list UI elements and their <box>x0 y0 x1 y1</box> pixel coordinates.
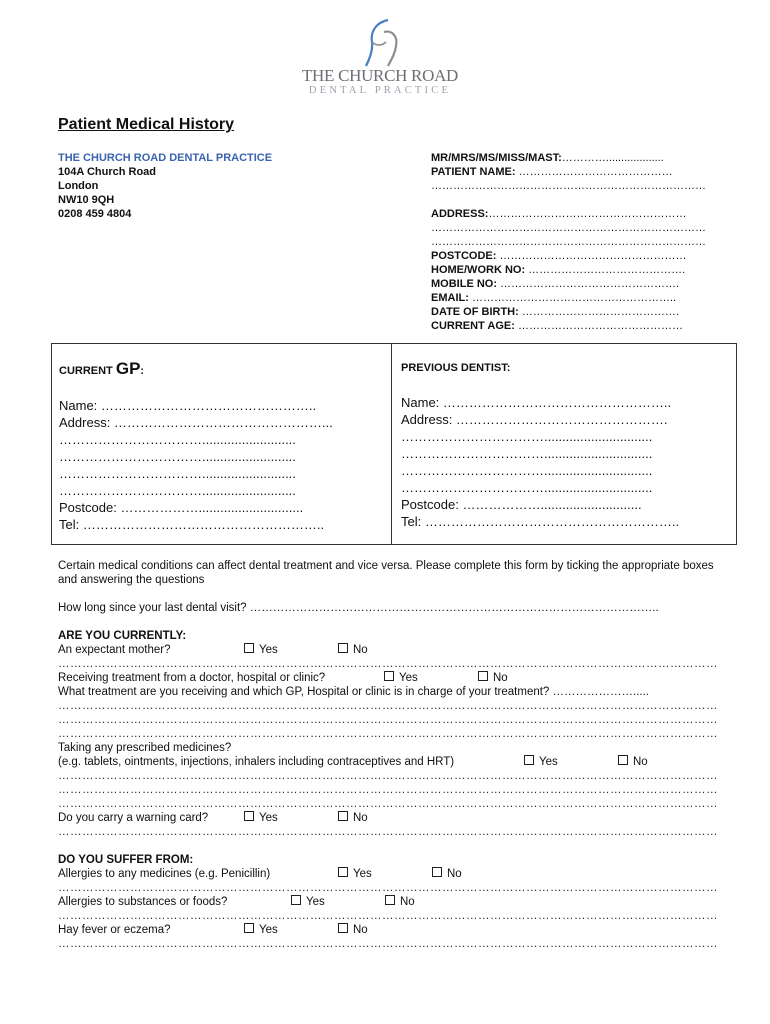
gp-dentist-box <box>51 343 737 545</box>
treatment-yes-checkbox[interactable]: Yes <box>384 671 418 685</box>
allergy-medicine-question: Allergies to any medicines (e.g. Penicillin) Yes No <box>58 868 462 880</box>
patient-address-field[interactable]: ADDRESS:……………………………………………… <box>431 208 687 220</box>
allergy-food-no-checkbox[interactable]: No <box>385 895 415 909</box>
gp-address-field[interactable]: Address: …………………………………………... <box>59 415 333 430</box>
gp-tel-field[interactable]: Tel: ……………………………………………….. <box>59 517 325 532</box>
patient-homework-field[interactable]: HOME/WORK NO: ……………………………………. <box>431 264 686 276</box>
checkbox-icon <box>385 895 395 905</box>
checkbox-icon <box>244 923 254 933</box>
checkbox-icon <box>291 895 301 905</box>
checkbox-icon <box>338 867 348 877</box>
patient-age-field[interactable]: CURRENT AGE: ……………………………………… <box>431 320 683 332</box>
checkbox-icon <box>244 643 254 653</box>
checkbox-icon <box>432 867 442 877</box>
allergy-food-question: Allergies to substances or foods? Yes No <box>58 896 415 908</box>
medicines-example: (e.g. tablets, ointments, injections, inhalers including contraceptives and HRT) Yes No <box>58 756 648 768</box>
treatment-no-checkbox[interactable]: No <box>478 671 508 685</box>
dentist-name-field[interactable]: Name: …………………………………………….. <box>401 395 672 410</box>
dentist-tel-field[interactable]: Tel: ………………………………………………….. <box>401 514 680 529</box>
patient-title-field[interactable]: MR/MRS/MS/MISS/MAST:…………................... <box>431 152 664 164</box>
answer-line[interactable]: ………………………………………………………………………………………………………………………………………………… <box>58 882 718 894</box>
checkbox-icon <box>524 755 534 765</box>
medicines-question: Taking any prescribed medicines? <box>58 742 232 754</box>
patient-email-field[interactable]: EMAIL: ……………………………………………….. <box>431 292 677 304</box>
answer-line[interactable]: ………………………………………………………………………………………………………………………………………………… <box>58 784 718 796</box>
expectant-question: An expectant mother? Yes No <box>58 644 368 656</box>
dentist-address-line4[interactable]: …………………………….............................. <box>401 463 653 478</box>
practice-address <box>58 151 272 221</box>
answer-line[interactable]: ………………………………………………………………………………………………………………………………………………… <box>58 728 718 740</box>
medical-questionnaire <box>58 559 724 951</box>
which-treatment-question[interactable]: What treatment are you receiving and which GP, Hospital or clinic is in charge of your treatment? …………………..... <box>58 686 649 698</box>
gp-address-line5[interactable]: …………………………….......................... <box>59 483 296 498</box>
previous-dentist-section <box>401 360 731 530</box>
checkbox-icon <box>478 671 488 681</box>
medicines-no-checkbox[interactable]: No <box>618 755 648 769</box>
gp-name-field[interactable]: Name: ………………………………………….. <box>59 398 317 413</box>
page-title: Patient Medical History <box>58 116 235 133</box>
tooth-logo-icon <box>358 18 402 68</box>
patient-details <box>431 151 731 333</box>
expectant-no-checkbox[interactable]: No <box>338 643 368 657</box>
patient-dob-field[interactable]: DATE OF BIRTH: ……………………………………. <box>431 306 679 318</box>
answer-line[interactable]: ………………………………………………………………………………………………………………………………………………… <box>58 658 718 670</box>
checkbox-icon <box>338 811 348 821</box>
checkbox-icon <box>338 923 348 933</box>
warning-card-question: Do you carry a warning card? Yes No <box>58 812 368 824</box>
warning-no-checkbox[interactable]: No <box>338 811 368 825</box>
patient-postcode-field[interactable]: POSTCODE: …………………………………………… <box>431 250 687 262</box>
suffer-heading: DO YOU SUFFER FROM: <box>58 854 194 866</box>
answer-line[interactable]: ………………………………………………………………………………………………………………………………………………… <box>58 700 718 712</box>
answer-line[interactable]: ………………………………………………………………………………………………………………………………………………… <box>58 826 718 838</box>
gp-address-line2[interactable]: …………………………….......................... <box>59 432 296 447</box>
dentist-address-line2[interactable]: …………………………….............................. <box>401 429 653 444</box>
practice-address-line1: 104A Church Road <box>58 166 157 178</box>
warning-yes-checkbox[interactable]: Yes <box>244 811 278 825</box>
currently-heading: ARE YOU CURRENTLY: <box>58 630 187 642</box>
dentist-address-line3[interactable]: …………………………….............................. <box>401 446 653 461</box>
last-visit-question[interactable]: How long since your last dental visit? …………………………………………………………………………………………….. <box>58 602 659 614</box>
medicines-yes-checkbox[interactable]: Yes <box>524 755 558 769</box>
logo-name: THE CHURCH ROAD <box>301 66 459 85</box>
allergy-med-no-checkbox[interactable]: No <box>432 867 462 881</box>
answer-line[interactable]: ………………………………………………………………………………………………………………………………………………… <box>58 714 718 726</box>
treatment-question: Receiving treatment from a doctor, hospital or clinic? Yes No <box>58 672 508 684</box>
practice-name: THE CHURCH ROAD DENTAL PRACTICE <box>58 152 273 164</box>
checkbox-icon <box>384 671 394 681</box>
answer-line[interactable]: ………………………………………………………………………………………………………………………………………………… <box>58 770 718 782</box>
checkbox-icon <box>338 643 348 653</box>
current-gp-section <box>59 360 384 533</box>
current-gp-heading: CURRENT GP: <box>59 359 145 378</box>
answer-line[interactable]: ………………………………………………………………………………………………………………………………………………… <box>58 938 718 950</box>
dentist-address-field[interactable]: Address: …………………………………………. <box>401 412 668 427</box>
patient-address-line2[interactable]: ………………………………………………………………… <box>431 222 706 234</box>
previous-dentist-heading: PREVIOUS DENTIST: <box>401 362 511 374</box>
answer-line[interactable]: ………………………………………………………………………………………………………………………………………………… <box>58 910 718 922</box>
answer-line[interactable]: ………………………………………………………………………………………………………………………………………………… <box>58 798 718 810</box>
checkbox-icon <box>244 811 254 821</box>
practice-phone: 0208 459 4804 <box>58 208 132 220</box>
practice-address-line2: London <box>58 180 99 192</box>
dentist-postcode-field[interactable]: Postcode: ………………............................ <box>401 497 642 512</box>
expectant-yes-checkbox[interactable]: Yes <box>244 643 278 657</box>
patient-address-line3[interactable]: ………………………………………………………………… <box>431 236 706 248</box>
hayfever-no-checkbox[interactable]: No <box>338 923 368 937</box>
form-intro: Certain medical conditions can affect dental treatment and vice versa. Please complete this form by ticking the appropriate boxes and answering the questions <box>58 560 714 586</box>
allergy-med-yes-checkbox[interactable]: Yes <box>338 867 372 881</box>
gp-postcode-field[interactable]: Postcode: ………………............................. <box>59 500 304 515</box>
checkbox-icon <box>618 755 628 765</box>
gp-address-line3[interactable]: …………………………….......................... <box>59 449 296 464</box>
gp-address-line4[interactable]: …………………………….......................... <box>59 466 296 481</box>
patient-name-continued[interactable]: ………………………………………………………………… <box>431 180 706 192</box>
practice-logo <box>290 18 470 110</box>
allergy-food-yes-checkbox[interactable]: Yes <box>291 895 325 909</box>
dentist-address-line5[interactable]: …………………………….............................. <box>401 480 653 495</box>
hayfever-yes-checkbox[interactable]: Yes <box>244 923 278 937</box>
practice-postcode: NW10 9QH <box>58 194 115 206</box>
logo-subtitle: DENTAL PRACTICE <box>308 85 452 96</box>
patient-mobile-field[interactable]: MOBILE NO: …………………………………………. <box>431 278 680 290</box>
box-divider <box>391 344 392 544</box>
patient-name-field[interactable]: PATIENT NAME: …………………………………… <box>431 166 673 178</box>
hayfever-question: Hay fever or eczema? Yes No <box>58 924 368 936</box>
